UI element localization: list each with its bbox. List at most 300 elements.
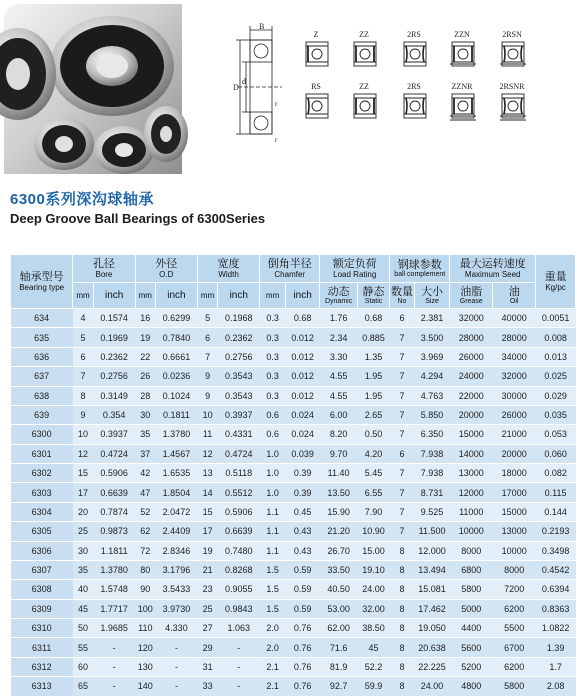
- table-cell: 2.34: [320, 328, 358, 347]
- table-cell: 53.00: [320, 599, 358, 618]
- table-cell: 0.2362: [93, 347, 135, 366]
- product-photo: [4, 4, 182, 174]
- table-cell: 0.3937: [93, 425, 135, 444]
- table-cell: 1.7717: [93, 599, 135, 618]
- header-chamfer: [260, 255, 320, 283]
- table-row: [11, 386, 576, 405]
- header-oil-en: Oil: [509, 297, 519, 305]
- table-row: [11, 560, 576, 579]
- table-cell: 7: [390, 502, 415, 521]
- header-ball-size: [414, 283, 449, 309]
- table-cell: 4.330: [156, 619, 198, 638]
- table-cell: 2.1: [260, 677, 286, 696]
- table-cell: 0.4724: [218, 444, 260, 463]
- table-cell: 28: [135, 386, 155, 405]
- table-cell: 3.969: [414, 347, 449, 366]
- table-cell: 45: [357, 638, 389, 657]
- table-row: [11, 580, 576, 599]
- header-od-inch: inch: [156, 283, 198, 309]
- table-row: [11, 522, 576, 541]
- seal-label: ZZNR: [451, 82, 473, 91]
- header-od-en: O.D: [159, 270, 174, 279]
- table-cell: 21: [197, 560, 217, 579]
- table-cell: 0.4542: [536, 560, 576, 579]
- table-cell: 9.525: [414, 502, 449, 521]
- table-cell: 4.294: [414, 367, 449, 386]
- table-cell: 2.65: [357, 405, 389, 424]
- table-cell: 0.885: [357, 328, 389, 347]
- bearing-model-cell: 6311: [11, 638, 73, 657]
- table-cell: 28000: [450, 328, 493, 347]
- seal-label: ZZ: [359, 30, 369, 39]
- table-cell: 1.1: [260, 522, 286, 541]
- table-row: [11, 541, 576, 560]
- table-cell: 28000: [493, 328, 536, 347]
- table-cell: 0.6639: [93, 483, 135, 502]
- header-bore: [73, 255, 135, 283]
- header-oil-cn: 油: [508, 285, 520, 298]
- table-cell: 12: [73, 444, 93, 463]
- table-cell: 3.500: [414, 328, 449, 347]
- table-cell: 52.2: [357, 657, 389, 676]
- table-cell: 22: [135, 347, 155, 366]
- table-cell: 30000: [493, 386, 536, 405]
- header-load: [320, 255, 390, 283]
- table-cell: 0.008: [536, 328, 576, 347]
- table-cell: 100: [135, 599, 155, 618]
- table-cell: 8: [390, 541, 415, 560]
- table-cell: 15000: [493, 502, 536, 521]
- table-cell: 24000: [450, 367, 493, 386]
- bearing-model-cell: 6300: [11, 425, 73, 444]
- table-cell: 1.1811: [93, 541, 135, 560]
- header-load-en: Load Rating: [333, 270, 377, 279]
- table-cell: 8: [390, 677, 415, 696]
- table-cell: 0.060: [536, 444, 576, 463]
- header-dynamic: [320, 283, 358, 309]
- table-cell: 37: [135, 444, 155, 463]
- table-cell: 15: [73, 464, 93, 483]
- table-cell: 2.0: [260, 619, 286, 638]
- table-cell: 11.40: [320, 464, 358, 483]
- table-cell: 22000: [450, 386, 493, 405]
- table-cell: 0.50: [357, 425, 389, 444]
- table-row: [11, 309, 576, 328]
- table-cell: 9: [197, 386, 217, 405]
- bearing-drawings: [228, 22, 568, 152]
- header-dynamic-cn: 动态: [327, 285, 350, 298]
- table-cell: 0.1024: [156, 386, 198, 405]
- table-cell: 0.144: [536, 502, 576, 521]
- table-cell: 6: [197, 328, 217, 347]
- table-cell: 12: [197, 444, 217, 463]
- table-cell: 1.4567: [156, 444, 198, 463]
- table-cell: 3.1796: [156, 560, 198, 579]
- table-cell: 0.2756: [218, 347, 260, 366]
- table-cell: 2.4409: [156, 522, 198, 541]
- table-cell: 0.012: [285, 386, 319, 405]
- header-width-en: Width: [218, 270, 239, 279]
- table-row: [11, 405, 576, 424]
- dim-r-label: r: [275, 100, 278, 108]
- table-cell: 11: [197, 425, 217, 444]
- table-cell: 40: [73, 580, 93, 599]
- table-cell: 20: [73, 502, 93, 521]
- table-cell: 8: [390, 638, 415, 657]
- table-cell: 21000: [493, 425, 536, 444]
- table-cell: 24.00: [357, 580, 389, 599]
- table-cell: 0.2193: [536, 522, 576, 541]
- table-cell: 0.59: [285, 560, 319, 579]
- table-cell: -: [93, 677, 135, 696]
- table-cell: 4.55: [320, 386, 358, 405]
- table-cell: 7: [390, 425, 415, 444]
- header-bore-cn: 孔径: [92, 258, 115, 270]
- table-cell: 5.45: [357, 464, 389, 483]
- table-cell: 2.1: [260, 657, 286, 676]
- bearing-model-cell: 634: [11, 309, 73, 328]
- header-width-cn: 宽度: [217, 258, 240, 270]
- table-cell: 6200: [493, 657, 536, 676]
- table-cell: 1.3780: [156, 425, 198, 444]
- table-cell: 7: [390, 386, 415, 405]
- table-cell: 0.76: [285, 619, 319, 638]
- table-cell: 31: [197, 657, 217, 676]
- table-cell: 0.3: [260, 328, 286, 347]
- table-cell: 8000: [493, 560, 536, 579]
- table-row: [11, 638, 576, 657]
- table-cell: 1.5: [260, 580, 286, 599]
- table-cell: 5200: [450, 657, 493, 676]
- table-cell: 0.1969: [93, 328, 135, 347]
- table-cell: 81.9: [320, 657, 358, 676]
- table-cell: 0.5118: [218, 464, 260, 483]
- table-cell: 5: [73, 328, 93, 347]
- header-od-mm: mm: [135, 283, 155, 309]
- table-cell: 0.59: [285, 599, 319, 618]
- table-cell: 7.90: [357, 502, 389, 521]
- table-cell: 130: [135, 657, 155, 676]
- header-model-cn: 轴承型号: [19, 271, 64, 283]
- table-cell: 59.9: [357, 677, 389, 696]
- table-cell: 2.08: [536, 677, 576, 696]
- table-cell: 0.2756: [93, 367, 135, 386]
- table-cell: 19.050: [414, 619, 449, 638]
- table-row: [11, 657, 576, 676]
- dim-d-label: d: [242, 77, 246, 86]
- table-cell: 20000: [493, 444, 536, 463]
- header-speed: [450, 255, 536, 283]
- table-cell: 0.3498: [536, 541, 576, 560]
- table-cell: 15.081: [414, 580, 449, 599]
- header-load-cn: 额定负荷: [332, 258, 377, 270]
- table-cell: 7: [390, 328, 415, 347]
- table-cell: 33.50: [320, 560, 358, 579]
- table-cell: 22.225: [414, 657, 449, 676]
- table-cell: 55: [73, 638, 93, 657]
- table-cell: -: [218, 657, 260, 676]
- header-model: [11, 255, 73, 309]
- dim-b-label: B: [259, 22, 265, 31]
- table-cell: 8.731: [414, 483, 449, 502]
- table-cell: 6.55: [357, 483, 389, 502]
- table-cell: 7: [197, 347, 217, 366]
- table-cell: 0.6: [260, 425, 286, 444]
- bearing-model-cell: 6304: [11, 502, 73, 521]
- header-speed-cn: 最大运转速度: [459, 258, 526, 270]
- table-cell: 1.7: [536, 657, 576, 676]
- table-cell: 7: [73, 367, 93, 386]
- table-cell: 71.6: [320, 638, 358, 657]
- table-cell: 14: [197, 483, 217, 502]
- table-cell: 15.90: [320, 502, 358, 521]
- table-cell: 0.0051: [536, 309, 576, 328]
- table-cell: 6.350: [414, 425, 449, 444]
- table-cell: 20000: [450, 405, 493, 424]
- bearing-model-cell: 635: [11, 328, 73, 347]
- table-cell: 2.0472: [156, 502, 198, 521]
- table-cell: 6: [390, 309, 415, 328]
- table-cell: 80: [135, 560, 155, 579]
- table-cell: 8.20: [320, 425, 358, 444]
- table-cell: 17000: [493, 483, 536, 502]
- header-model-en: Bearing type: [19, 283, 65, 292]
- header-no-en: No: [397, 297, 407, 305]
- table-cell: 0.68: [285, 309, 319, 328]
- table-cell: -: [156, 638, 198, 657]
- table-cell: 0.7874: [93, 502, 135, 521]
- table-cell: 0.6394: [536, 580, 576, 599]
- table-cell: 6200: [493, 599, 536, 618]
- table-cell: 8: [390, 599, 415, 618]
- header-bore-en: Bore: [95, 270, 113, 279]
- table-cell: 5.850: [414, 405, 449, 424]
- table-cell: 0.012: [285, 347, 319, 366]
- table-cell: 23: [197, 580, 217, 599]
- table-cell: 10000: [493, 541, 536, 560]
- table-cell: 13000: [493, 522, 536, 541]
- bearing-model-cell: 6312: [11, 657, 73, 676]
- table-cell: 0.1574: [93, 309, 135, 328]
- table-cell: 17: [73, 483, 93, 502]
- table-cell: 60: [73, 657, 93, 676]
- table-cell: 0.4331: [218, 425, 260, 444]
- table-cell: 0.6639: [218, 522, 260, 541]
- table-cell: 10: [73, 425, 93, 444]
- bearing-model-cell: 637: [11, 367, 73, 386]
- table-cell: -: [93, 638, 135, 657]
- table-cell: 45: [73, 599, 93, 618]
- bearing-model-cell: 6313: [11, 677, 73, 696]
- table-cell: 12.000: [414, 541, 449, 560]
- table-cell: 42: [135, 464, 155, 483]
- bearing-model-cell: 6305: [11, 522, 73, 541]
- table-cell: 8: [73, 386, 93, 405]
- table-cell: -: [218, 677, 260, 696]
- table-cell: 6: [73, 347, 93, 366]
- seal-label: ZZN: [454, 30, 470, 39]
- table-cell: 0.3: [260, 309, 286, 328]
- table-cell: 8000: [450, 541, 493, 560]
- table-cell: 0.39: [285, 483, 319, 502]
- table-cell: 0.3: [260, 386, 286, 405]
- bearing-model-cell: 6309: [11, 599, 73, 618]
- table-row: [11, 425, 576, 444]
- table-cell: 0.7480: [218, 541, 260, 560]
- table-cell: 1.063: [218, 619, 260, 638]
- bearing-model-cell: 638: [11, 386, 73, 405]
- table-cell: 92.7: [320, 677, 358, 696]
- table-cell: 0.5512: [218, 483, 260, 502]
- table-cell: 21.20: [320, 522, 358, 541]
- table-cell: 4400: [450, 619, 493, 638]
- table-cell: 1.1: [260, 502, 286, 521]
- header-ball-en: ball complement: [394, 270, 446, 278]
- table-cell: 1.5: [260, 560, 286, 579]
- table-cell: 5800: [450, 580, 493, 599]
- table-cell: 32000: [493, 367, 536, 386]
- table-cell: 110: [135, 619, 155, 638]
- seal-label: 2RS: [407, 30, 421, 39]
- table-cell: 5800: [493, 677, 536, 696]
- table-cell: 65: [73, 677, 93, 696]
- table-cell: 20.638: [414, 638, 449, 657]
- table-cell: 17.462: [414, 599, 449, 618]
- table-cell: 1.35: [357, 347, 389, 366]
- table-cell: 32000: [450, 309, 493, 328]
- table-cell: 72: [135, 541, 155, 560]
- bearing-model-cell: 6306: [11, 541, 73, 560]
- table-cell: 0.1811: [156, 405, 198, 424]
- header-chamfer-cn: 倒角半径: [267, 258, 312, 270]
- table-cell: 6700: [493, 638, 536, 657]
- table-cell: 1.0: [260, 464, 286, 483]
- table-cell: 9.70: [320, 444, 358, 463]
- table-cell: 0.6299: [156, 309, 198, 328]
- header-grease-en: Grease: [459, 297, 483, 305]
- table-row: [11, 464, 576, 483]
- table-cell: 7.938: [414, 464, 449, 483]
- dim-r-label: r: [275, 136, 278, 144]
- table-row: [11, 367, 576, 386]
- table-cell: 26000: [493, 405, 536, 424]
- table-cell: 11.500: [414, 522, 449, 541]
- bearing-model-cell: 6307: [11, 560, 73, 579]
- table-cell: 0.6661: [156, 347, 198, 366]
- table-cell: 27: [197, 619, 217, 638]
- header-chamfer-en: Chamfer: [274, 270, 306, 279]
- table-cell: 7: [390, 405, 415, 424]
- header-no-cn: 数量: [390, 285, 413, 298]
- table-cell: 0.2362: [218, 328, 260, 347]
- table-cell: 8: [390, 657, 415, 676]
- table-cell: 7200: [493, 580, 536, 599]
- header-size-cn: 大小: [421, 285, 444, 298]
- header-ball: [390, 255, 450, 283]
- table-cell: 17: [197, 522, 217, 541]
- table-cell: 32.00: [357, 599, 389, 618]
- table-cell: 7.938: [414, 444, 449, 463]
- table-cell: 3.30: [320, 347, 358, 366]
- table-cell: 0.6: [260, 405, 286, 424]
- bearing-model-cell: 6303: [11, 483, 73, 502]
- table-cell: 13000: [450, 464, 493, 483]
- header-weight-cn: 重量: [544, 271, 567, 283]
- table-cell: 7: [390, 483, 415, 502]
- table-cell: 34000: [493, 347, 536, 366]
- table-cell: 13.494: [414, 560, 449, 579]
- table-cell: 0.45: [285, 502, 319, 521]
- table-cell: 5500: [493, 619, 536, 638]
- title-chinese: 6300系列深沟球轴承: [10, 191, 154, 208]
- table-cell: 1.39: [536, 638, 576, 657]
- table-cell: 1.95: [357, 386, 389, 405]
- header-dynamic-en: Dynamic: [324, 297, 353, 305]
- header-width-mm: mm: [197, 283, 217, 309]
- table-cell: 47: [135, 483, 155, 502]
- table-cell: 15000: [450, 425, 493, 444]
- table-cell: -: [156, 657, 198, 676]
- table-cell: 2.381: [414, 309, 449, 328]
- table-cell: 0.9873: [93, 522, 135, 541]
- table-cell: 120: [135, 638, 155, 657]
- table-cell: 5600: [450, 638, 493, 657]
- table-cell: 35: [73, 560, 93, 579]
- table-cell: 25: [197, 599, 217, 618]
- table-cell: 0.76: [285, 657, 319, 676]
- table-cell: 0.3937: [218, 405, 260, 424]
- table-cell: 33: [197, 677, 217, 696]
- table-cell: 140: [135, 677, 155, 696]
- table-cell: 7: [390, 367, 415, 386]
- table-cell: 0.76: [285, 677, 319, 696]
- table-cell: 7: [390, 464, 415, 483]
- seal-label: RS: [311, 82, 321, 91]
- table-cell: 25: [73, 522, 93, 541]
- table-cell: 1.0: [260, 444, 286, 463]
- table-cell: 1.1: [260, 541, 286, 560]
- table-cell: 1.8504: [156, 483, 198, 502]
- header-oil: [493, 283, 536, 309]
- bearing-model-cell: 6310: [11, 619, 73, 638]
- header-od: [135, 255, 197, 283]
- header-grease-cn: 油脂: [460, 285, 483, 298]
- header-weight-en: Kg/pc: [545, 283, 566, 292]
- table-cell: 0.029: [536, 386, 576, 405]
- table-cell: 30: [135, 405, 155, 424]
- table-cell: 19.10: [357, 560, 389, 579]
- table-row: [11, 619, 576, 638]
- table-cell: 9: [197, 367, 217, 386]
- table-cell: 0.053: [536, 425, 576, 444]
- header-od-cn: 外径: [155, 258, 178, 270]
- table-cell: 0.9055: [218, 580, 260, 599]
- table-cell: 19: [197, 541, 217, 560]
- table-cell: 0.3: [260, 367, 286, 386]
- seal-label: ZZ: [359, 82, 369, 91]
- table-cell: 10.90: [357, 522, 389, 541]
- table-cell: 10: [197, 405, 217, 424]
- table-cell: 0.035: [536, 405, 576, 424]
- table-row: [11, 347, 576, 366]
- table-cell: 0.8363: [536, 599, 576, 618]
- dim-D-label: D: [233, 83, 239, 92]
- table-cell: 0.68: [357, 309, 389, 328]
- table-cell: 0.59: [285, 580, 319, 599]
- seal-label: Z: [313, 30, 319, 39]
- table-cell: 0.1968: [218, 309, 260, 328]
- table-cell: 2.8346: [156, 541, 198, 560]
